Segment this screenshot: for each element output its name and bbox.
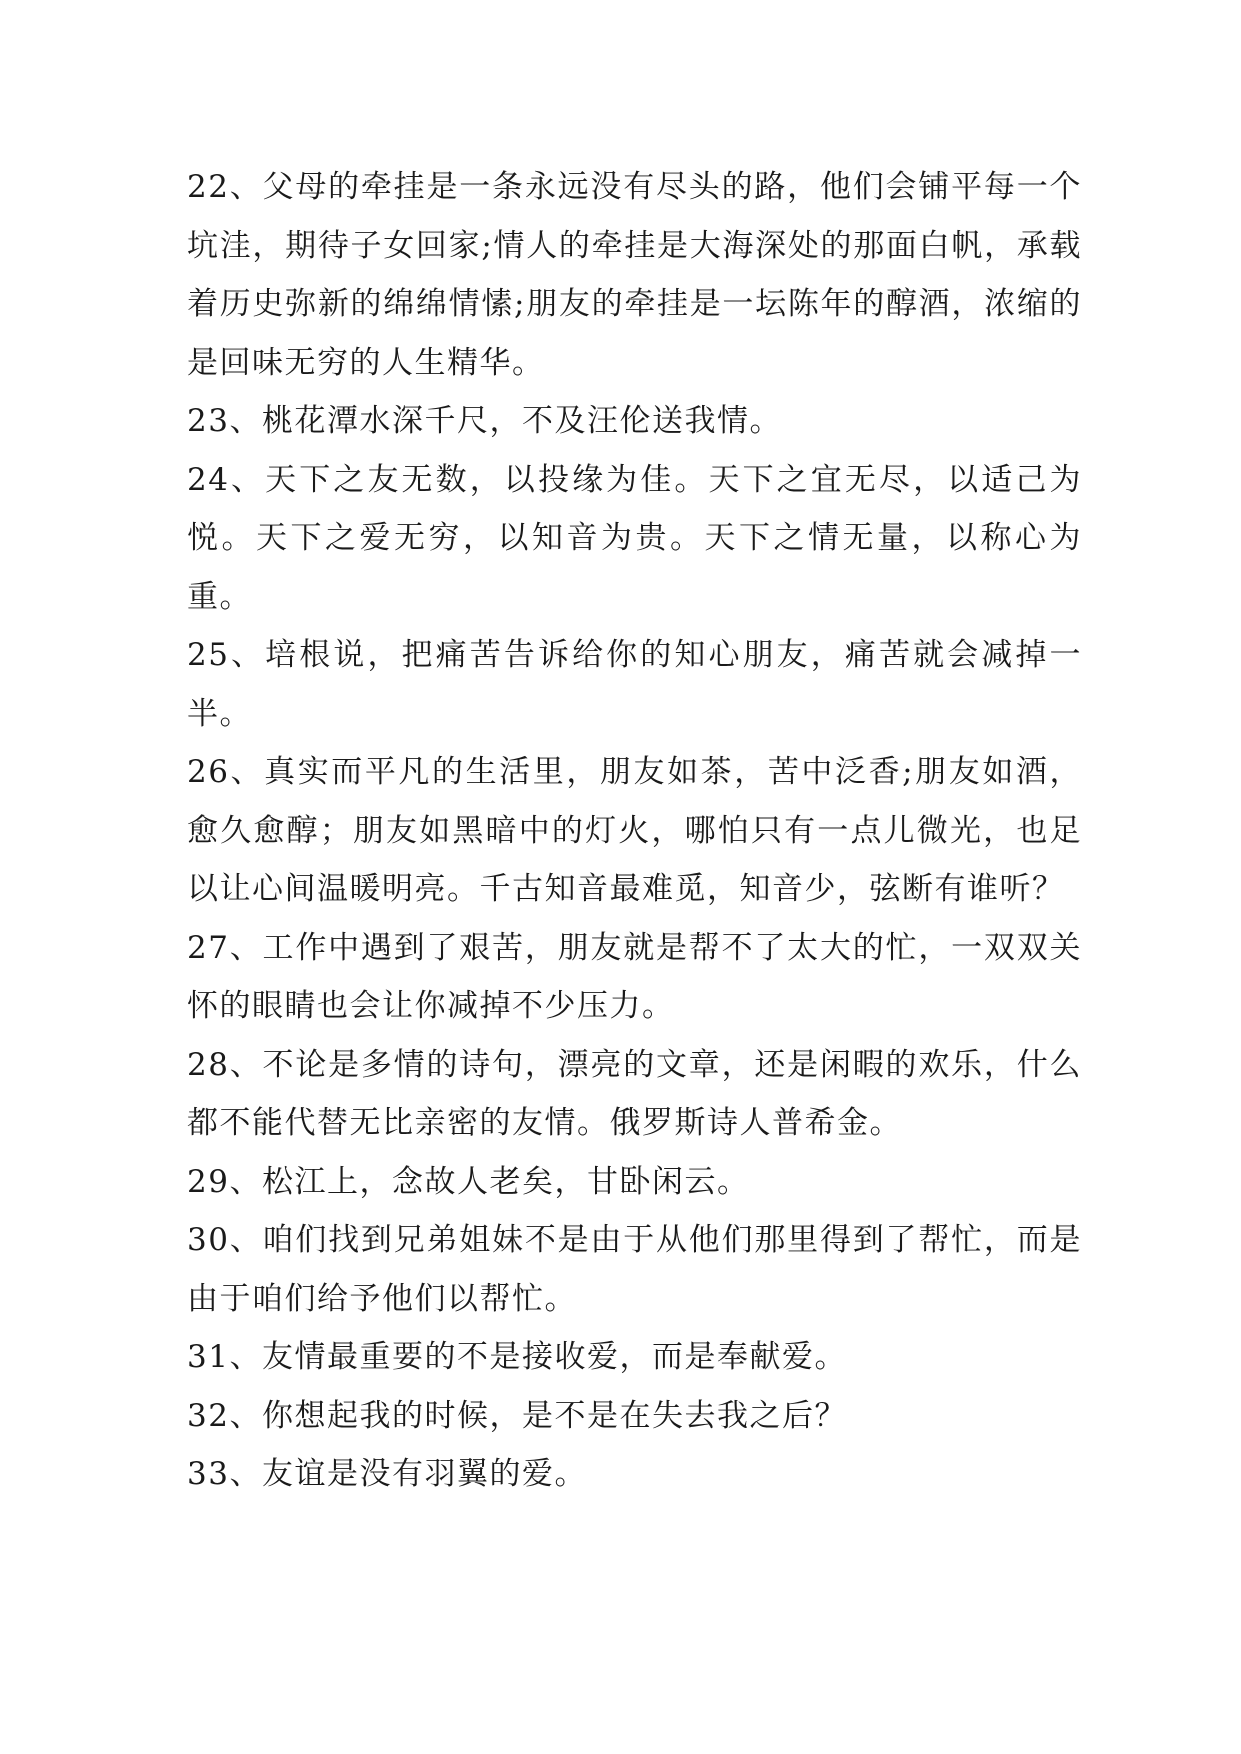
paragraph-27: 27、工作中遇到了艰苦，朋友就是帮不了太大的忙，一双双关怀的眼睛也会让你减掉不少压力。: [187, 929, 1082, 1024]
paragraph-22: 22、父母的牵挂是一条永远没有尽头的路，他们会铺平每一个坑洼，期待子女回家;情人的牵挂是大海深处的那面白帆，承载着历史弥新的绵绵情愫;朋友的牵挂是一坛陈年的醇酒，浓缩的是回味无穷的人生精华。: [187, 169, 1082, 381]
paragraph-32: 32、你想起我的时候，是不是在失去我之后？: [187, 1397, 847, 1434]
paragraph-24: 24、天下之友无数，以投缘为佳。天下之宜无尽，以适己为悦。天下之爱无穷，以知音为贵。天下之情无量，以称心为重。: [187, 461, 1082, 615]
paragraph-26: 26、真实而平凡的生活里，朋友如茶，苦中泛香;朋友如酒，愈久愈醇；朋友如黑暗中的灯火，哪怕只有一点儿微光，也足以让心间温暖明亮。千古知音最难觅，知音少，弦断有谁听？: [187, 754, 1082, 907]
paragraph-30: 30、咱们找到兄弟姐妹不是由于从他们那里得到了帮忙，而是由于咱们给予他们以帮忙。: [187, 1222, 1082, 1317]
document-body: [187, 158, 1082, 1504]
paragraph-25: 25、培根说，把痛苦告诉给你的知心朋友，痛苦就会减掉一半。: [187, 637, 1082, 732]
paragraph-31: 31、友情最重要的不是接收爱，而是奉献爱。: [187, 1339, 847, 1375]
paragraph-29: 29、松江上，念故人老矣，甘卧闲云。: [187, 1163, 750, 1200]
paragraph-33: 33、友谊是没有羽翼的爱。: [187, 1456, 587, 1492]
paragraph-23: 23、桃花潭水深千尺，不及汪伦送我情。: [187, 403, 782, 439]
paragraph-28: 28、不论是多情的诗句，漂亮的文章，还是闲暇的欢乐，什么都不能代替无比亲密的友情。俄罗斯诗人普希金。: [187, 1046, 1082, 1141]
